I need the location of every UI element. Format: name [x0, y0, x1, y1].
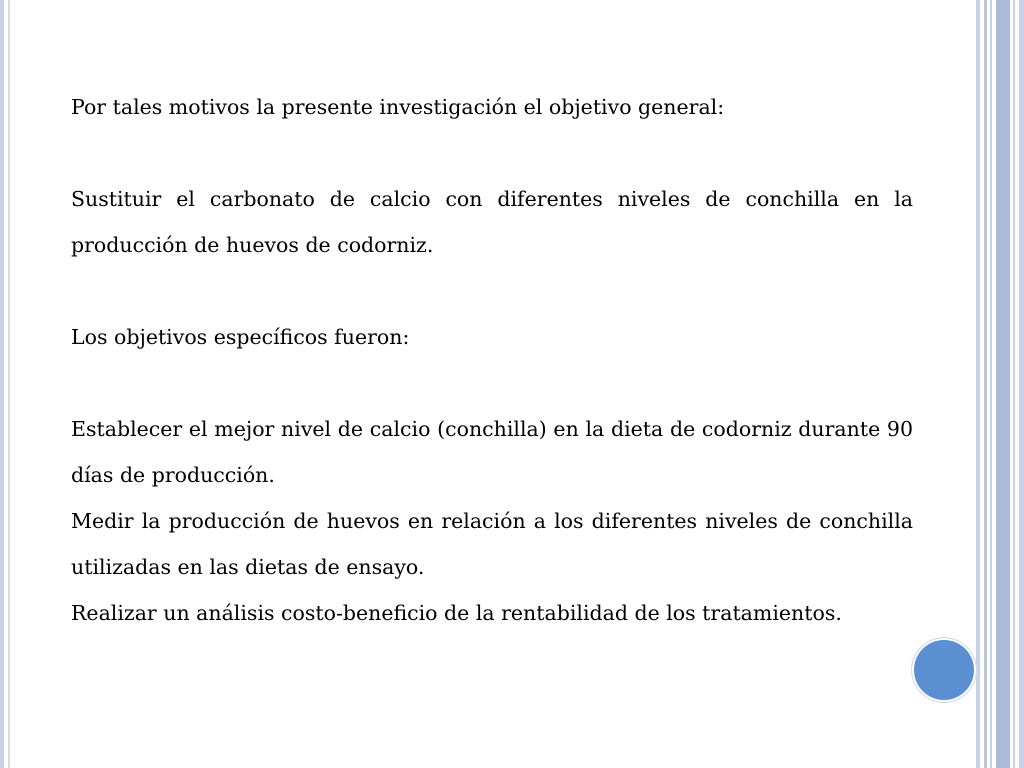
specific-objective-1: Establecer el mejor nivel de calcio (conchilla) en la dieta de codorniz durante 90 días de producción.: [71, 417, 913, 487]
general-objective-paragraph: Sustituir el carbonato de calcio con diferentes niveles de conchilla en la producción de huevos de codorniz.: [71, 187, 913, 257]
spacer: [71, 360, 913, 406]
border-stripe: [1019, 0, 1024, 768]
left-decorative-rule: [0, 0, 4, 768]
border-stripe: [1013, 0, 1015, 768]
spacer: [71, 268, 913, 314]
specific-objective-3: Realizar un análisis costo-beneficio de la rentabilidad de los tratamientos.: [71, 601, 842, 625]
border-stripe: [990, 0, 992, 768]
decorative-circle: [912, 638, 976, 702]
spacer: [71, 130, 913, 176]
specific-objectives-heading: Los objetivos específicos fueron:: [71, 325, 410, 349]
left-decorative-rule-inner: [8, 0, 10, 768]
border-stripe: [976, 0, 980, 768]
slide-body: [71, 84, 913, 636]
border-stripe: [996, 0, 1010, 768]
intro-paragraph: Por tales motivos la presente investigación el objetivo general:: [71, 95, 725, 119]
specific-objective-2: Medir la producción de huevos en relación a los diferentes niveles de conchilla utilizadas en las dietas de ensayo.: [71, 509, 913, 579]
border-stripe: [984, 0, 987, 768]
right-decorative-border: [976, 0, 1024, 768]
